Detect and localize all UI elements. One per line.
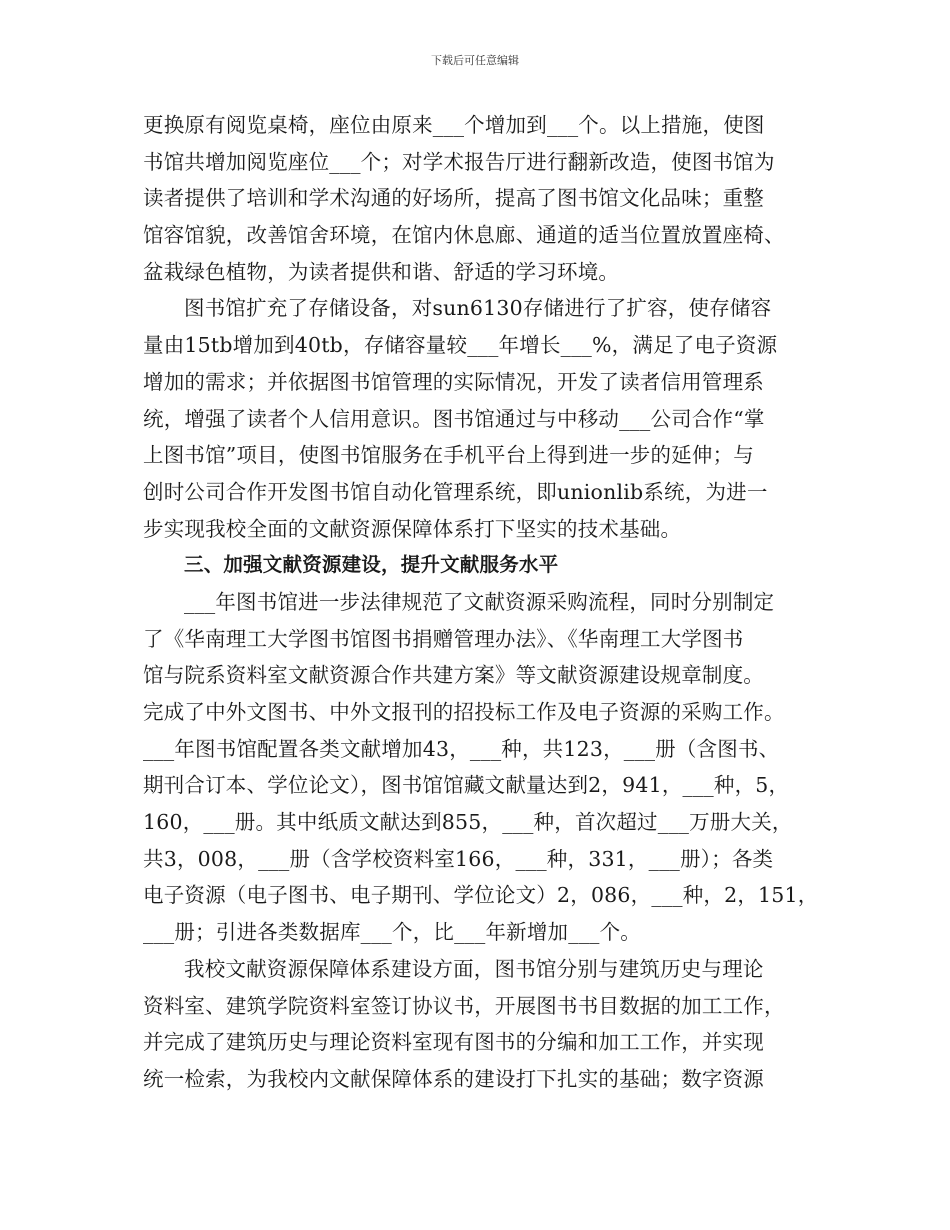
text-line: 期刊合订本、学位论文），图书馆馆藏文献量达到2，941，___种，5，	[143, 773, 790, 798]
text-line: 创时公司合作开发图书馆自动化管理系统，即unionlib系统，为进一	[143, 479, 768, 504]
text-line: 图书馆扩充了存储设备，对sun6130存储进行了扩容，使存储容	[184, 296, 772, 321]
text-line: 我校文献资源保障体系建设方面，图书馆分别与建筑历史与理论	[184, 956, 764, 981]
text-line: 读者提供了培训和学术沟通的好场所，提高了图书馆文化品味；重整	[143, 186, 764, 211]
paragraph-1	[143, 107, 823, 290]
text-line: 了《华南理工大学图书馆图书捐赠管理办法》、《华南理工大学图书	[143, 626, 744, 651]
text-line: 量由15tb增加到40tb，存储容量较___年增长___%，满足了电子资源	[143, 333, 778, 358]
text-line: ___年图书馆配置各类文献增加43，___种，共123，___册（含图书、	[143, 736, 780, 761]
paragraph-3	[143, 584, 823, 951]
text-line: 资料室、建筑学院资料室签订协议书，开展图书书目数据的加工工作，	[143, 993, 785, 1018]
text-line: 增加的需求；并依据图书馆管理的实际情况，开发了读者信用管理系	[143, 369, 764, 394]
text-line: 馆容馆貌，改善馆舍环境，在馆内休息廊、通道的适当位置放置座椅、	[143, 223, 785, 248]
text-line: 步实现我校全面的文献资源保障体系打下坚实的技术基础。	[143, 516, 682, 541]
text-line: 完成了中外文图书、中外文报刊的招投标工作及电子资源的采购工作。	[143, 700, 785, 724]
page-header: 下载后可任意编辑	[431, 54, 519, 67]
paragraph-4	[143, 951, 823, 1098]
text-line: 共3，008，___册（含学校资料室166，___种，331，___册）；各类	[143, 846, 774, 871]
text-line: 统，增强了读者个人信用意识。图书馆通过与中移动___公司合作“掌	[143, 406, 765, 431]
paragraph-2	[143, 290, 823, 547]
text-line: 上图书馆”项目，使图书馆服务在手机平台上得到进一步的延伸；与	[143, 443, 754, 468]
text-line: 160，___册。其中纸质文献达到855，___种，首次超过___万册大关，	[143, 810, 793, 835]
text-line: 书馆共增加阅览座位___个；对学术报告厅进行翻新改造，使图书馆为	[143, 149, 775, 174]
text-line: 更换原有阅览桌椅，座位由原来___个增加到___个。以上措施，使图	[143, 113, 765, 137]
text-line: ___年图书馆进一步法律规范了文献资源采购流程，同时分别制定	[184, 589, 775, 614]
text-line: 馆与院系资料室文献资源合作共建方案》等文献资源建设规章制度。	[143, 663, 764, 688]
text-line: 统一检索，为我校内文献保障体系的建设打下扎实的基础；数字资源	[143, 1066, 764, 1091]
text-line: 电子资源（电子图书、电子期刊、学位论文）2，086，___种，2，151，	[143, 883, 819, 908]
section-heading	[143, 547, 823, 584]
document-body	[143, 107, 823, 1098]
text-line: 盆栽绿色植物，为读者提供和谐、舒适的学习环境。	[143, 259, 620, 284]
text-line: ___册；引进各类数据库___个，比___年新增加___个。	[143, 920, 641, 945]
section-title: 三、加强文献资源建设，提升文献服务水平	[184, 553, 559, 577]
text-line: 并完成了建筑历史与理论资料室现有图书的分编和加工工作，并实现	[143, 1030, 764, 1055]
